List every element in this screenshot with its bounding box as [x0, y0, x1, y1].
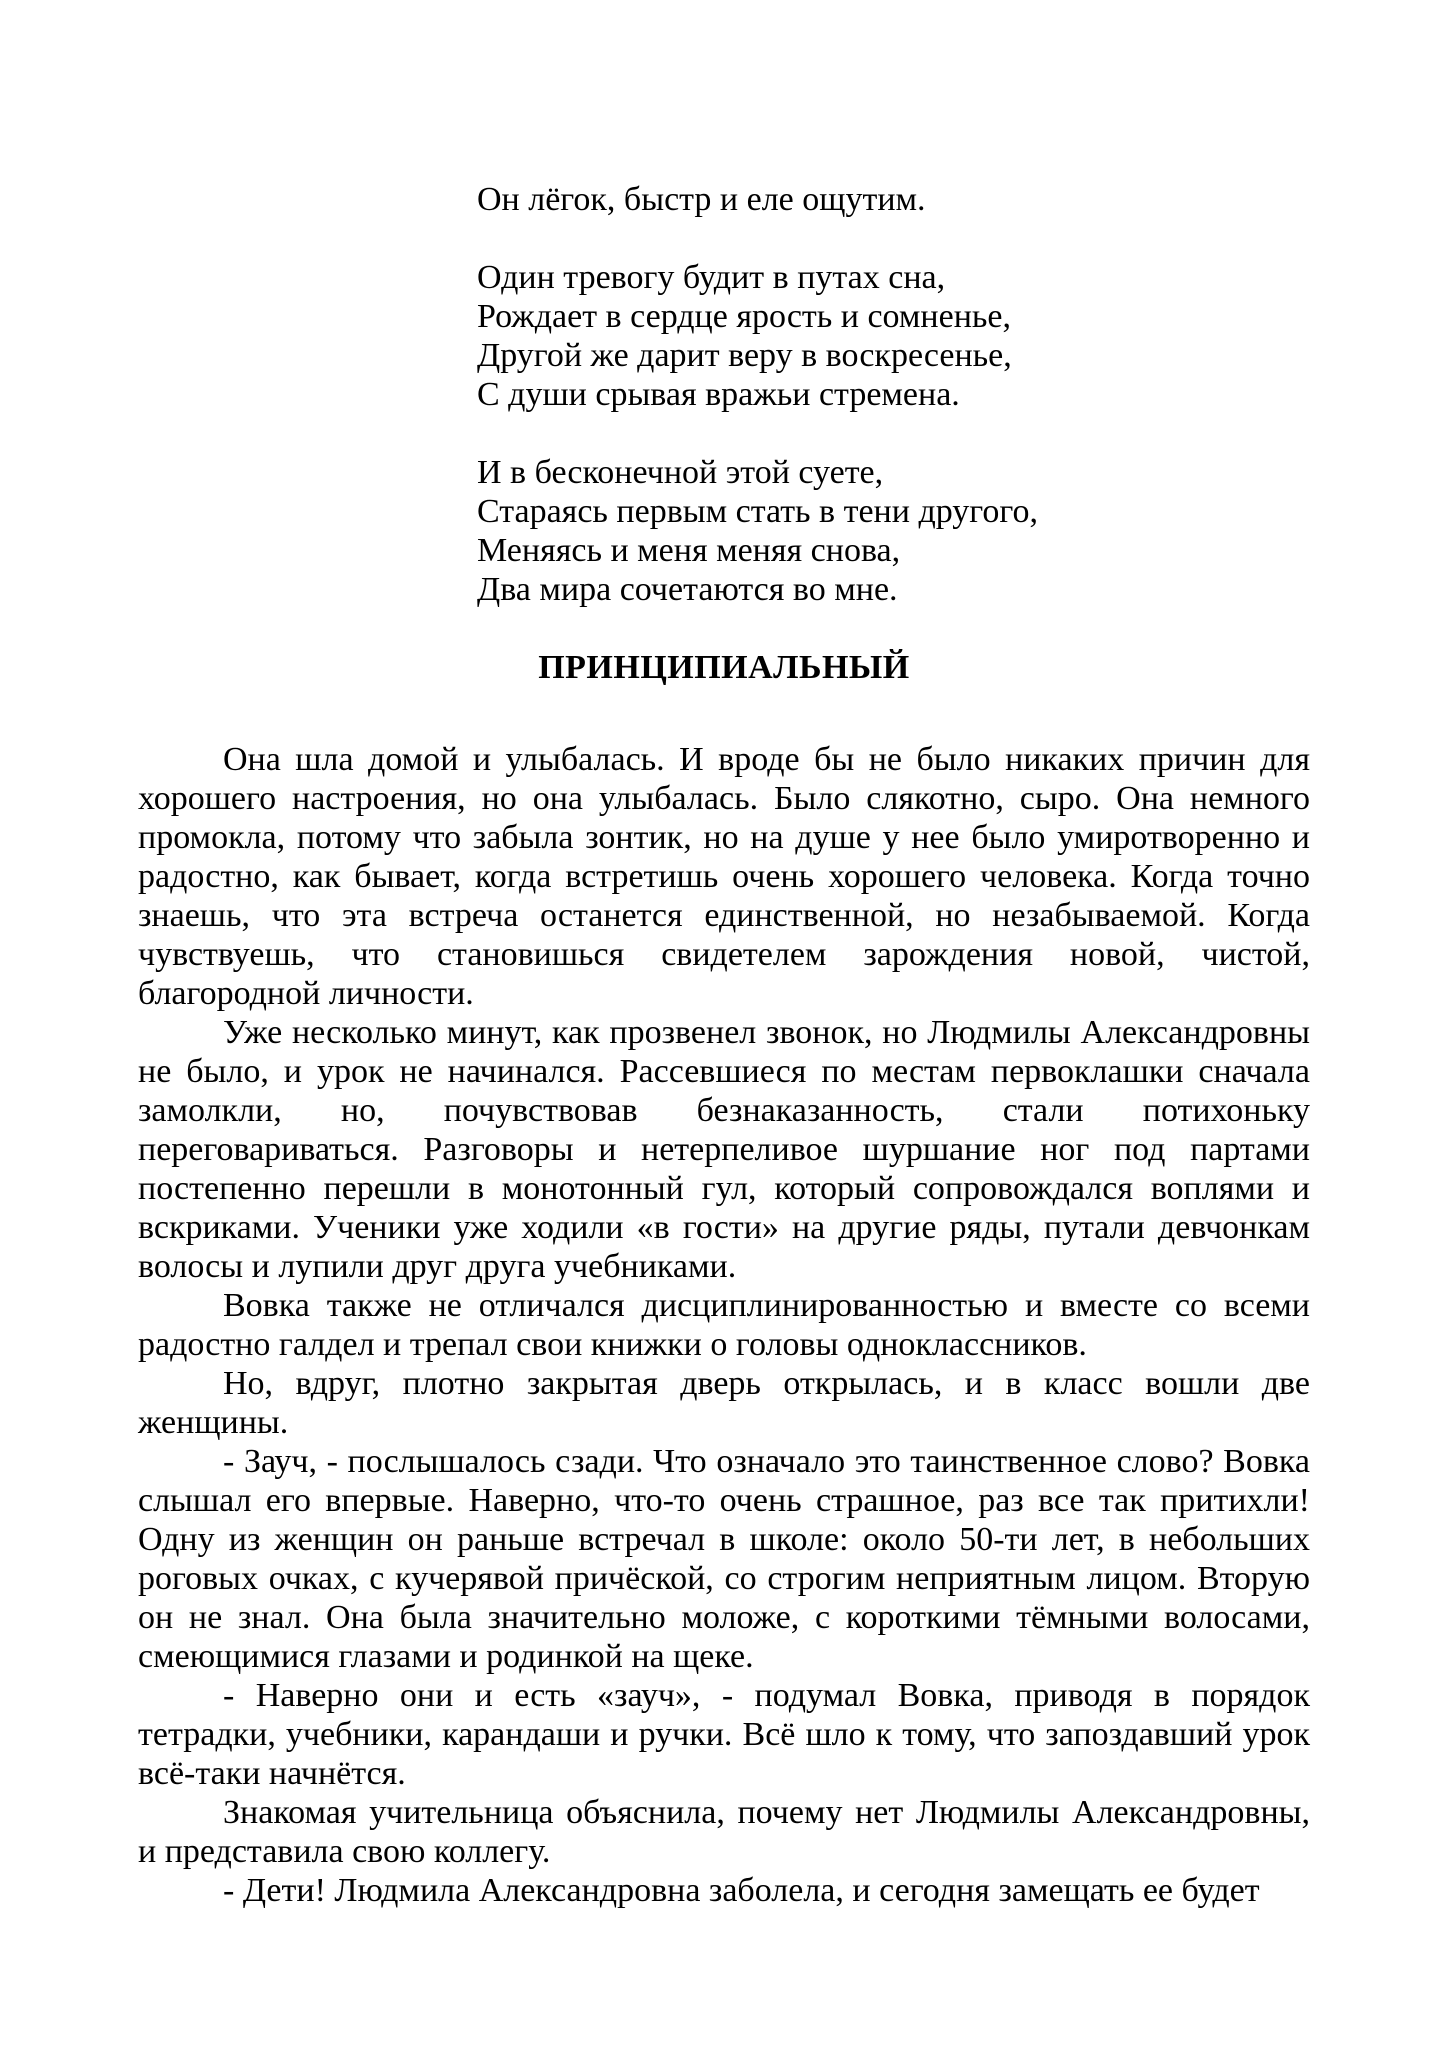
story-paragraph: Знакомая учительница объяснила, почему нет Людмилы Александровны, и представила свою коллегу. — [138, 1794, 1310, 1870]
poem-line: Другой же дарит веру в воскресенье, — [477, 337, 1012, 374]
story-paragraph: Но, вдруг, плотно закрытая дверь открылась, и в класс вошли две женщины. — [138, 1365, 1310, 1441]
poem-line: Стараясь первым стать в тени другого, — [477, 493, 1038, 530]
poem-stanza-1 — [477, 180, 1310, 219]
story-paragraph: Уже несколько минут, как прозвенел звонок, но Людмилы Александровны не было, и урок не начинался. Рассевшиеся по местам первоклашки сначала замолкли, но, почувствовав безнаказанность, стали потихоньку переговариваться. Разговоры и нетерпеливое шуршание ног под партами постепенно перешли в монотонный гул, который сопровождался воплями и вскриками. Ученики уже ходили «в гости» на другие ряды, путали девчонкам волосы и лупили друг друга учебниками. — [138, 1014, 1310, 1285]
poem-line: Два мира сочетаются во мне. — [477, 571, 898, 608]
story-paragraph: - Зауч, - послышалось сзади. Что означало это таинственное слово? Вовка слышал его впервые. Наверно, что-то очень страшное, раз все так притихли! Одну из женщин он раньше встречал в школе: около 50-ти лет, в небольших роговых очках, с кучерявой причёской, со строгим неприятным лицом. Вторую он не знал. Она была значительно моложе, с короткими тёмными волосами, смеющимися глазами и родинкой на щеке. — [138, 1443, 1310, 1675]
poem-line: И в бесконечной этой суете, — [477, 454, 884, 491]
story-paragraph: - Наверно они и есть «зауч», - подумал Вовка, приводя в порядок тетрадки, учебники, карандаши и ручки. Всё шло к тому, что запоздавший урок всё-таки начнётся. — [138, 1677, 1310, 1792]
story-body — [138, 740, 1310, 1910]
poem-line: С души срывая вражьи стремена. — [477, 376, 960, 413]
poem-stanza-2 — [477, 258, 1310, 414]
poem-line: Рождает в сердце ярость и сомненье, — [477, 298, 1012, 335]
poem-line: Один тревогу будит в путах сна, — [477, 259, 946, 296]
poem-line: Меняясь и меня меняя снова, — [477, 532, 901, 569]
poem-line: Он лёгок, быстр и еле ощутим. — [477, 181, 926, 218]
story-paragraph: Она шла домой и улыбалась. И вроде бы не было никаких причин для хорошего настроения, но она улыбалась. Было слякотно, сыро. Она немного промокла, потому что забыла зонтик, но на душе у нее было умиротворенно и радостно, как бывает, когда встретишь очень хорошего человека. Когда точно знаешь, что эта встреча останется единственной, но незабываемой. Когда чувствуешь, что становишься свидетелем зарождения новой, чистой, благородной личности. — [138, 741, 1310, 1012]
poem-stanza-3 — [477, 453, 1310, 609]
story-paragraph: Вовка также не отличался дисциплинированностью и вместе со всеми радостно галдел и трепал свои книжки о головы одноклассников. — [138, 1287, 1310, 1363]
poem-block — [477, 180, 1310, 609]
story-paragraph: - Дети! Людмила Александровна заболела, и сегодня замещать ее будет — [223, 1872, 1260, 1909]
story-title: ПРИНЦИПИАЛЬНЫЙ — [538, 649, 910, 686]
